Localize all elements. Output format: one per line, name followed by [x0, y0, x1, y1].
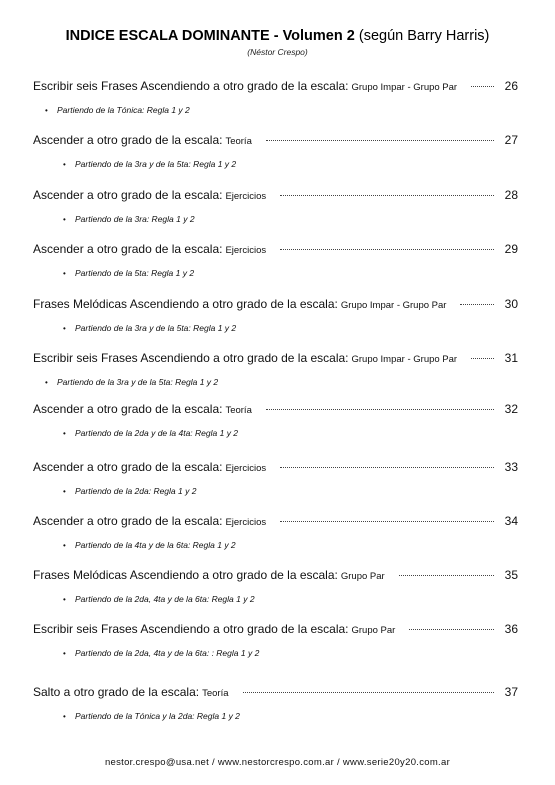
- toc-entry-subtitle: Ejercicios: [225, 245, 267, 256]
- bullet-icon: •: [63, 487, 66, 496]
- toc-bullet-item: [33, 214, 518, 224]
- bullet-icon: •: [63, 595, 66, 604]
- toc-entry: [33, 402, 518, 438]
- bullet-icon: •: [63, 324, 66, 333]
- toc-entry: [33, 188, 518, 224]
- dot-leader: [280, 249, 494, 250]
- toc-page-number: 32: [504, 402, 518, 416]
- toc-entry: [33, 242, 518, 278]
- toc-entry-subtitle: Ejercicios: [225, 463, 267, 474]
- dot-leader: [280, 195, 494, 196]
- bullet-icon: •: [63, 215, 66, 224]
- toc-entry-line: [33, 685, 518, 699]
- toc-page-number: 31: [504, 351, 518, 365]
- toc-bullet-item: [33, 540, 518, 550]
- bullet-icon: •: [63, 269, 66, 278]
- toc-entry-title: Escribir seis Frases Ascendiendo a otro grado de la escala:: [33, 79, 349, 93]
- toc-entry-line: [33, 133, 518, 147]
- toc-entry-subtitle: Grupo Impar - Grupo Par: [351, 82, 458, 93]
- toc-entry: [33, 297, 518, 333]
- author-line: (Néstor Crespo): [247, 47, 308, 57]
- toc-page-number: 30: [504, 297, 518, 311]
- toc-entry-subtitle: Grupo Par: [340, 571, 385, 582]
- toc-page-number: 33: [504, 460, 518, 474]
- toc-entry-subtitle: Teoría: [225, 136, 252, 147]
- dot-leader: [409, 629, 494, 630]
- toc-entry-subtitle: Ejercicios: [225, 517, 267, 528]
- toc-entry: [33, 685, 518, 721]
- toc-bullet-item: [33, 105, 518, 115]
- dot-leader: [471, 358, 494, 359]
- toc-entry-line: [33, 79, 518, 93]
- toc-entry-title: Ascender a otro grado de la escala:: [33, 133, 223, 147]
- toc-page-number: 36: [504, 622, 518, 636]
- toc-entry-title: Frases Melódicas Ascendiendo a otro grado de la escala:: [33, 297, 338, 311]
- toc-bullet-text: Partiendo de la 2da y de la 4ta: Regla 1 y 2: [75, 428, 239, 438]
- footer-contact: nestor.crespo@usa.net / www.nestorcrespo.com.ar / www.serie20y20.com.ar: [104, 757, 451, 768]
- toc-page-number: 37: [504, 685, 518, 699]
- toc-bullet-text: Partiendo de la 3ra y de la 5ta: Regla 1 y 2: [75, 323, 237, 333]
- toc-entry-subtitle: Grupo Impar - Grupo Par: [340, 300, 447, 311]
- toc-entry-subtitle: Grupo Impar - Grupo Par: [351, 354, 458, 365]
- toc-entry: [33, 460, 518, 496]
- dot-leader: [280, 521, 494, 522]
- toc-entry-line: [33, 402, 518, 416]
- dot-leader: [460, 304, 494, 305]
- toc-entry-subtitle: Teoría: [225, 405, 252, 416]
- toc-entry-title: Ascender a otro grado de la escala:: [33, 460, 223, 474]
- toc-bullet-text: Partiendo de la 3ra y de la 5ta: Regla 1 y 2: [57, 377, 219, 387]
- toc-bullet-text: Partiendo de la Tónica: Regla 1 y 2: [57, 105, 190, 115]
- toc-entry: [33, 622, 518, 658]
- toc-bullet-item: [33, 268, 518, 278]
- toc-bullet-text: Partiendo de la 4ta y de la 6ta: Regla 1 y 2: [75, 540, 236, 550]
- toc-entry-subtitle: Teoría: [202, 688, 229, 699]
- toc-entry-title: Escribir seis Frases Ascendiendo a otro grado de la escala:: [33, 622, 349, 636]
- bullet-icon: •: [45, 378, 48, 387]
- toc-bullet-item: [33, 159, 518, 169]
- toc-entry-title: Ascender a otro grado de la escala:: [33, 242, 223, 256]
- dot-leader: [471, 86, 494, 87]
- bullet-icon: •: [63, 649, 66, 658]
- bullet-icon: •: [63, 429, 66, 438]
- toc-entry: [33, 351, 518, 387]
- toc-entry-title: Ascender a otro grado de la escala:: [33, 188, 223, 202]
- page-title: [0, 28, 555, 44]
- toc-entry-line: [33, 622, 518, 636]
- toc-entry-line: [33, 460, 518, 474]
- bullet-icon: •: [45, 106, 48, 115]
- toc-entry: [33, 79, 518, 115]
- toc-entry: [33, 514, 518, 550]
- toc-entry-line: [33, 351, 518, 365]
- toc-bullet-item: [33, 377, 518, 387]
- toc-page-number: 34: [504, 514, 518, 528]
- toc-entry: [33, 133, 518, 169]
- bullet-icon: •: [63, 712, 66, 721]
- toc-bullet-text: Partiendo de la 2da, 4ta y de la 6ta: Regla 1 y 2: [75, 594, 255, 604]
- toc-page-number: 35: [504, 568, 518, 582]
- toc-entry-title: Escribir seis Frases Ascendiendo a otro grado de la escala:: [33, 351, 349, 365]
- toc-page-number: 26: [504, 79, 518, 93]
- toc-bullet-item: [33, 428, 518, 438]
- toc-entry-title: Ascender a otro grado de la escala:: [33, 514, 223, 528]
- dot-leader: [399, 575, 494, 576]
- toc-bullet-text: Partiendo de la 3ra y de la 5ta: Regla 1 y 2: [75, 159, 237, 169]
- toc-entry-title: Ascender a otro grado de la escala:: [33, 402, 223, 416]
- toc-bullet-item: [33, 323, 518, 333]
- bullet-icon: •: [63, 160, 66, 169]
- toc-entry-subtitle: Grupo Par: [351, 625, 396, 636]
- toc-bullet-item: [33, 594, 518, 604]
- toc-bullet-text: Partiendo de la 2da, 4ta y de la 6ta: : Regla 1 y 2: [75, 648, 260, 658]
- toc-bullet-text: Partiendo de la 2da: Regla 1 y 2: [75, 486, 197, 496]
- toc-entry-line: [33, 188, 518, 202]
- toc-entry-line: [33, 568, 518, 582]
- dot-leader: [266, 409, 494, 410]
- dot-leader: [280, 467, 494, 468]
- dot-leader: [243, 692, 494, 693]
- toc-entry-title: Salto a otro grado de la escala:: [33, 685, 200, 699]
- toc-page-number: 27: [504, 133, 518, 147]
- dot-leader: [266, 140, 494, 141]
- toc-entry: [33, 568, 518, 604]
- toc-entry-line: [33, 297, 518, 311]
- bullet-icon: •: [63, 541, 66, 550]
- toc-bullet-item: [33, 711, 518, 721]
- toc-page-number: 28: [504, 188, 518, 202]
- toc-bullet-item: [33, 648, 518, 658]
- toc-entry-line: [33, 242, 518, 256]
- toc-entry-subtitle: Ejercicios: [225, 191, 267, 202]
- toc-entry-line: [33, 514, 518, 528]
- title-subtitle-inline: (según Barry Harris): [358, 28, 490, 44]
- toc-page-number: 29: [504, 242, 518, 256]
- toc-bullet-text: Partiendo de la 3ra: Regla 1 y 2: [75, 214, 195, 224]
- toc-bullet-text: Partiendo de la 5ta: Regla 1 y 2: [75, 268, 195, 278]
- toc-entry-title: Frases Melódicas Ascendiendo a otro grado de la escala:: [33, 568, 338, 582]
- toc-bullet-item: [33, 486, 518, 496]
- toc-bullet-text: Partiendo de la Tónica y la 2da: Regla 1 y 2: [75, 711, 240, 721]
- title-main: INDICE ESCALA DOMINANTE - Volumen 2: [65, 28, 355, 44]
